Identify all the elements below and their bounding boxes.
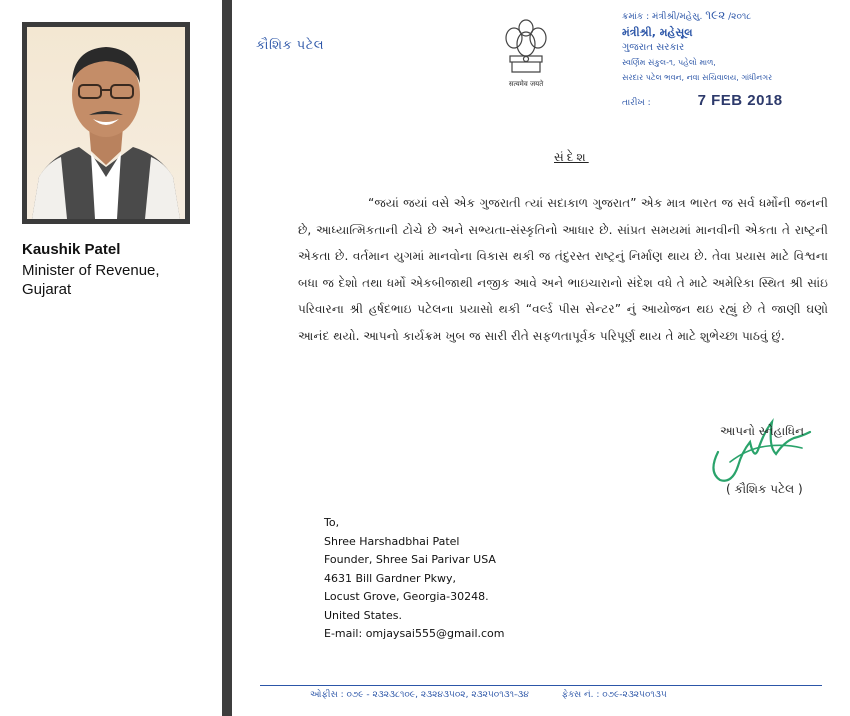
recipient-street: 4631 Bill Gardner Pkwy, [324,571,457,585]
profile-photo-frame [22,22,190,224]
letter-body [298,190,828,349]
date-value: 7 FEB 2018 [697,92,783,109]
letterhead-from-name: કૌશિક પટેલ [256,38,325,53]
office-title: મંત્રીશ્રી, મહેસૂલ [622,26,693,39]
recipient-name: Shree Harshadbhai Patel [324,534,460,548]
footer-office-phone: ઓફીસ : ૦૭૯ - ૨૩૨૩૮૧૦૯, ૨૩૨૪૩૫૦૨, ૨૩૨૫૦૧૩૧-૩૪ [310,690,529,700]
reference-label: ક્રમાંક : મંત્રીશ્રી/મહેસુ. [622,12,703,22]
reference-line [622,8,844,25]
letter-footer [310,690,830,700]
signer-name: ( કૌશિક પટેલ ) [726,482,803,496]
letter [232,0,850,716]
date-line [622,92,844,109]
recipient-city: Locust Grove, Georgia-30248. [324,590,489,603]
office-address-line2: સરદાર પટેલ ભવન, નવા સચિવાલય, ગાંધીનગર [622,73,773,82]
emblem-motto: सत्यमेव जयते [508,80,544,88]
profile-role: Minister of Revenue, Gujarat [22,262,160,298]
recipient-title: Founder, Shree Sai Parivar USA [324,553,496,566]
profile-photo [27,27,185,219]
sign-off: આપનો સ્નેહાધિન [720,424,805,438]
recipient-address [324,514,505,644]
person-portrait-icon [27,27,185,219]
reference-year: /૨૦૧૮ [728,12,752,22]
handwritten-signature [698,402,818,492]
office-address-line1: સ્વર્ણિમ સંકુલ-૧, પહેલો માળ, [622,58,716,67]
recipient-country: United States. [324,608,402,622]
footer-fax: ફેક્સ નં. : ૦૭૯-૨૩૨૫૦૧૩૫ [561,690,667,700]
letterhead-ref-box [622,8,844,85]
footer-divider [260,685,822,686]
office-subtitle: ગુજરાત સરકાર [622,42,685,53]
recipient-email: E-mail: omjaysai555@gmail.com [324,627,505,640]
reference-number: ૧૯૨ [705,8,726,22]
divider-bar [222,0,232,716]
date-label: તારીખ : [622,98,651,108]
profile-name: Kaushik Patel [22,241,121,258]
recipient-to: To, [324,516,340,529]
letter-body-paragraph: “જયાં જયાં વસે એક ગુજરાતી ત્યાં સદાકાળ ગુજરાત” એક માત્ર ભારત જ સર્વ ધર્મોની જનની છે, આધ્યાત્મિકતાની ટોચે છે અને સભ્યતા-સંસ્કૃતિનો આધાર છે. સાંપ્રત સમયમાં માનવીની એકતા તે રાષ્ટ્રની એકતા છે. વર્તમાન યુગમાં માનવોના વિકાસ થકી જ તંદુરસ્ત રાષ્ટ્રનું નિર્માણ થાય છે. તેવા પ્રયાસ માટે વિશ્વના બધા જ દેશો તથા ધર્મો એકબીજાથી નજીક આવે અને ભાઇચારાનો સંદેશ વધે તે માટે અમેરિકા સ્થિત શ્રી સાંઇ પરિવારના શ્રી હર્ષદભાઇ પટેલના પ્રયાસો થકી “વર્લ્ડ પીસ સેન્ટર” નું આયોજન થઇ રહ્યું છે તે જાણી ઘણો આનંદ થયો. આપનો કાર્યક્રમ ખુબ જ સારી રીતે સફળતાપૂર્વક પરિપૂર્ણ થાય તે માટે શુભેચ્છા પાઠવું છું. [298,196,828,343]
letter-subject: સંદેશ [554,150,589,164]
